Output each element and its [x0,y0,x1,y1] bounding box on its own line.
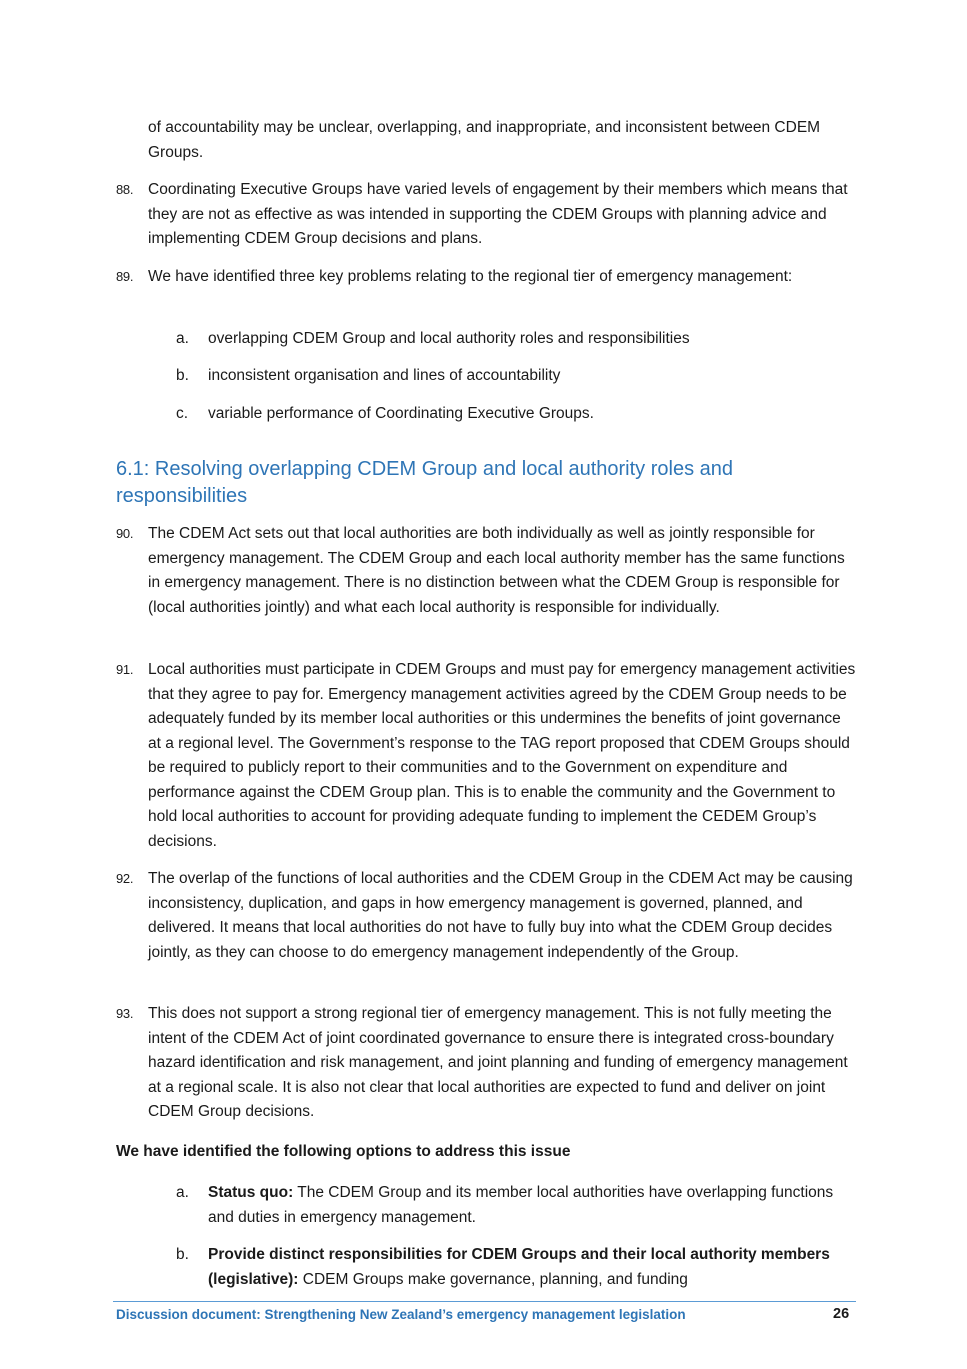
option-label: Status quo: [208,1184,294,1201]
paragraph-continued [116,116,856,165]
footer-divider [113,1301,856,1302]
paragraph-text: The overlap of the functions of local authorities and the CDEM Group in the CDEM Act may be causing inconsistency, duplication, and gaps in how emergency management is governed, planned, and delivered. It means that local authorities do not have to fully buy into what the CDEM Group decides jointly, as they can choose to do emergency management independently of the Group. [148,870,853,961]
paragraph-93 [116,1002,856,1125]
paragraph-number: 91. [116,662,134,677]
option-item-a [176,1181,856,1230]
paragraph-text: We have identified three key problems relating to the regional tier of emergency management: [148,268,793,285]
paragraph-number: 89. [116,269,134,284]
paragraph-92 [116,867,856,965]
list-item-text: overlapping CDEM Group and local authority roles and responsibilities [208,330,690,347]
problem-item-a [176,327,856,352]
problem-item-c [176,402,856,427]
options-heading: We have identified the following options to address this issue [116,1143,571,1160]
list-letter: c. [176,405,189,422]
list-item-text: variable performance of Coordinating Executive Groups. [208,405,594,422]
paragraph-number: 93. [116,1006,134,1021]
paragraph-text: The CDEM Act sets out that local authorities are both individually as well as jointly responsible for emergency management. The CDEM Group and each local authority member has the same functions in emergency management. There is no distinction between what the CDEM Group is responsible for (local authorities jointly) and what each local authority is responsible for individually. [148,525,845,616]
paragraph-text: This does not support a strong regional tier of emergency management. This is not fully meeting the intent of the CDEM Act of joint coordinated governance to ensure there is integrated cross-boundary hazard identification and risk management, and joint planning and funding of emergency management at a regional scale. It is also not clear that local authorities are expected to fund and deliver on joint CDEM Group decisions. [148,1005,848,1120]
option-label: Provide distinct responsibilities for CDEM Groups and their local authority members (legislative): [208,1246,830,1288]
paragraph-91 [116,658,856,854]
list-item-text: inconsistent organisation and lines of accountability [208,367,561,384]
paragraph-number: 88. [116,182,134,197]
option-description: The CDEM Group and its member local authorities have overlapping functions and duties in emergency management. [208,1184,834,1226]
paragraph-number: 90. [116,526,134,541]
option-item-b [176,1243,856,1292]
paragraph-90 [116,522,856,620]
section-heading: 6.1: Resolving overlapping CDEM Group and local authority roles and responsibilities [116,458,734,507]
paragraph-89 [116,265,856,290]
paragraph-88 [116,178,856,252]
page-number: 26 [833,1306,850,1322]
list-letter: b. [176,367,189,384]
paragraph-number: 92. [116,871,134,886]
option-text [208,1181,856,1230]
list-letter: a. [176,1184,189,1201]
option-text [208,1243,856,1292]
footer-document-title: Discussion document: Strengthening New Zealand’s emergency management legislation [116,1307,686,1322]
problem-item-b [176,364,856,389]
paragraph-text: Coordinating Executive Groups have varied levels of engagement by their members which means that they are not as effective as was intended in supporting the CDEM Groups with planning advice and implementing CDEM Group decisions and plans. [148,181,848,247]
list-letter: a. [176,330,189,347]
list-letter: b. [176,1246,189,1263]
paragraph-text: of accountability may be unclear, overlapping, and inappropriate, and inconsistent between CDEM Groups. [148,119,821,161]
paragraph-text: Local authorities must participate in CDEM Groups and must pay for emergency management activities that they agree to pay for. Emergency management activities agreed by the CDEM Group needs to be adequately funded by its member local authorities or this undermines the benefits of joint governance at a regional level. The Government’s response to the TAG report proposed that CDEM Groups should be required to publicly report to their communities and to the Government on expenditure and performance against the CDEM Group plan. This is to enable the community and the Government to hold local authorities to account for providing adequate funding to implement the CEDEM Group’s decisions. [148,661,856,850]
option-description: CDEM Groups make governance, planning, and funding [298,1270,688,1288]
